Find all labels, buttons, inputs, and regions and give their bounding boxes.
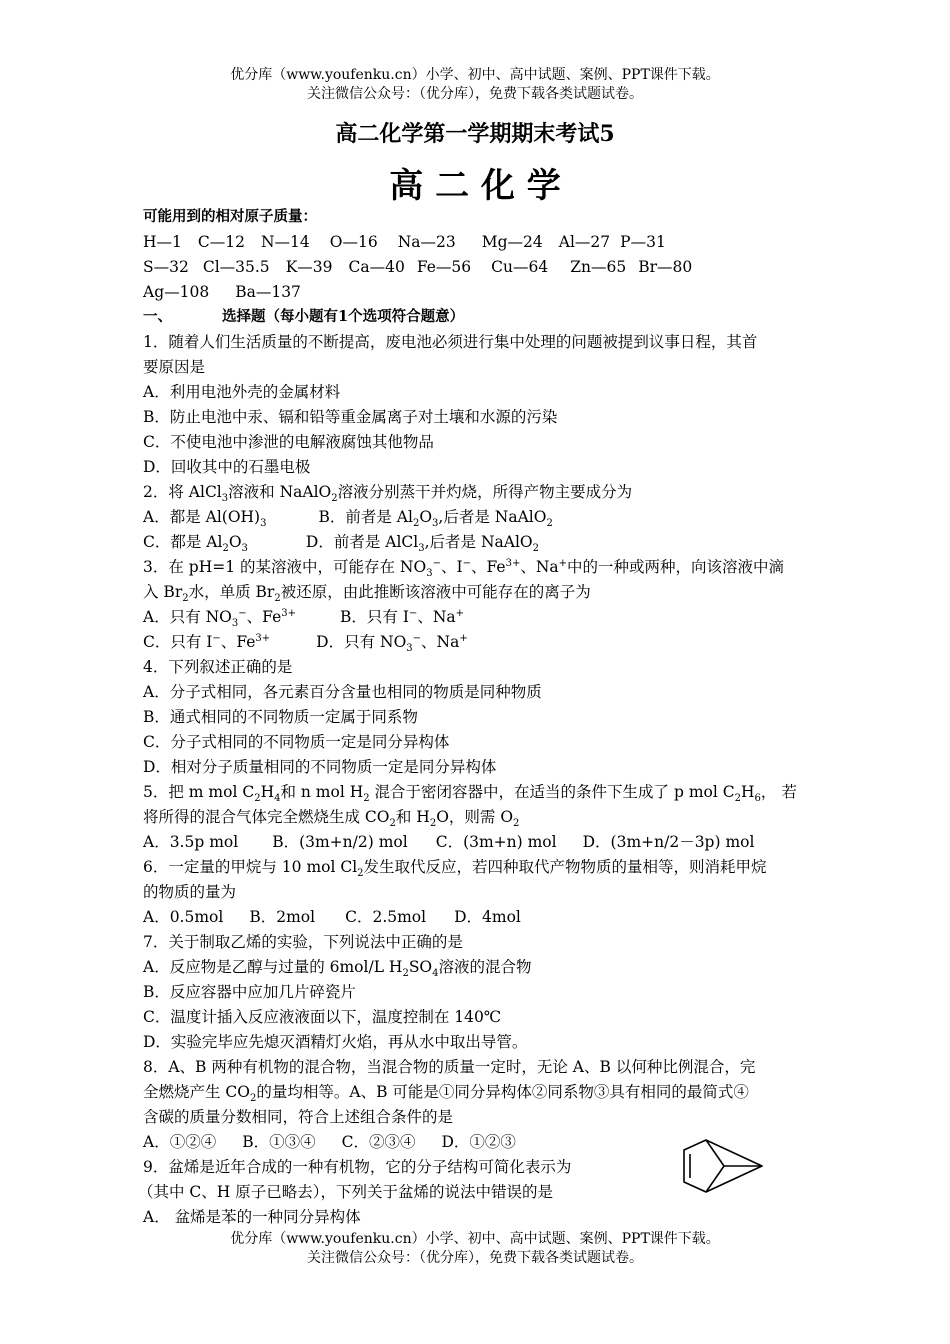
footer-line-1: 优分库（www.youfenku.cn）小学、初中、高中试题、案例、PPT课件下载。 (230, 1231, 720, 1247)
mass-ca: Ca—40 (348, 258, 405, 276)
q8-stem-line-1: 8．A、B 两种有机物的混合物，当混合物的质量一定时，无论 A、B 以何种比例混合，完 (143, 1058, 756, 1076)
q4-option-d: D．相对分子质量相同的不同物质一定是同分异构体 (143, 758, 497, 776)
q2-option-b: B．前者是 $Al_2O_3$,后者是 NaAlO$_2$ (318, 508, 553, 530)
mass-h: H—1 (143, 233, 182, 251)
q7-option-b: B．反应容器中应加几片碎瓷片 (143, 983, 356, 1001)
atomic-mass-row-3 (143, 282, 811, 302)
atomic-mass-row-2 (143, 257, 811, 277)
header-line-1: 优分库（www.youfenku.cn）小学、初中、高中试题、案例、PPT课件下载。 (230, 67, 720, 83)
header-line-2: 关注微信公众号：（优分库），免费下载各类试题试卷。 (307, 86, 643, 102)
q4-option-b: B．通式相同的不同物质一定属于同系物 (143, 708, 418, 726)
q3-stem-line-2: 入 $Br_2$水，单质 $Br_2$被还原，由此推断该溶液中可能存在的离子为 (143, 583, 591, 605)
q9-stem-line-1: 9．盆烯是近年合成的一种有机物，它的分子结构可简化表示为 (143, 1158, 572, 1176)
q2-option-d: D．前者是 AlCl$_3$,后者是 NaAlO$_2$ (305, 533, 540, 555)
benzvalene-structure-figure (676, 1136, 766, 1198)
atomic-mass-row-1 (143, 232, 811, 252)
q6-options (143, 907, 811, 927)
exam-title: 高二化学第一学期期末考试5 (335, 121, 615, 147)
mass-br: Br—80 (638, 258, 693, 276)
footer-line-2: 关注微信公众号：（优分库），免费下载各类试题试卷。 (307, 1250, 643, 1266)
mass-fe: Fe—56 (416, 258, 472, 276)
q1-stem-line-1: 1．随着人们生活质量的不断提高，废电池必须进行集中处理的问题被提到议事日程，其首 (143, 333, 758, 351)
mass-s: S—32 (143, 258, 189, 276)
q8-stem-line-2: 全燃烧产生 $CO_2$的量均相等。A、B 可能是①同分异构体②同系物③具有相同的最简式④ (143, 1083, 749, 1105)
q8-option-d: D．①②③ (441, 1133, 516, 1151)
q4-option-a: A．分子式相同，各元素百分含量也相同的物质是同种物质 (143, 683, 542, 701)
q9-option-a: A． 盆烯是苯的一种同分异构体 (143, 1208, 361, 1226)
q1-option-d: D．回收其中的石墨电极 (143, 458, 311, 476)
q5-option-b: B．(3m+n/2) mol (272, 833, 408, 851)
q5-option-d: D．(3m+n/2－3p) mol (582, 833, 755, 851)
q6-option-c: C．2.5mol (345, 908, 427, 926)
q2-options-cd (143, 532, 811, 555)
q1-option-b: B．防止电池中汞、镉和铅等重金属离子对土壤和水源的污染 (143, 408, 558, 426)
q3-option-d: D．只有 $NO_3^-$、Na+ (316, 632, 468, 655)
exam-subtitle: 高 二 化 学 (389, 166, 561, 206)
mass-cu: Cu—64 (491, 258, 549, 276)
section-heading (143, 307, 811, 327)
mass-na: Na—23 (397, 233, 456, 251)
atomic-mass-heading: 可能用到的相对原子质量： (143, 208, 317, 225)
q6-stem-line-1: 6．一定量的甲烷与 10 mol $Cl_2$发生取代反应，若四种取代产物物质的量相等，则消耗甲烷 (143, 858, 767, 880)
section-title: 选择题（每小题有1个选项符合题意） (222, 308, 465, 325)
q8-stem-line-3: 含碳的质量分数相同，符合上述组合条件的是 (143, 1108, 454, 1126)
mass-al: Al—27 (558, 233, 611, 251)
mass-cl: Cl—35.5 (202, 258, 270, 276)
q5-stem-line-1: 5．把 m mol $C_2H_4$和 n mol $H_2$ 混合于密闭容器中，在适当的条件下生成了 p mol $C_2H_6$， 若 (143, 783, 797, 805)
mass-o: O—16 (329, 233, 378, 251)
q3-options-ab (143, 607, 811, 630)
q8-option-a: A．①②④ (143, 1133, 217, 1151)
q7-option-c: C．温度计插入反应液液面以下，温度控制在 140℃ (143, 1008, 502, 1026)
mass-zn: Zn—65 (570, 258, 627, 276)
q5-option-a: A．3.5p mol (143, 833, 239, 851)
q1-stem-line-2: 要原因是 (143, 358, 206, 376)
q1-option-a: A．利用电池外壳的金属材料 (143, 383, 341, 401)
q1-option-c: C．不使电池中渗泄的电解液腐蚀其他物品 (143, 433, 434, 451)
q6-option-a: A．0.5mol (143, 908, 224, 926)
q3-option-c: C．只有 I−、$Fe^{3+}$ (143, 632, 271, 651)
q7-stem: 7．关于制取乙烯的实验，下列说法中正确的是 (143, 933, 463, 951)
q6-option-b: B．2mol (249, 908, 316, 926)
q5-stem-line-2: 将所得的混合气体完全燃烧生成 $CO_2$和 $H_2O$，则需 $O_2$ (143, 808, 520, 830)
q5-option-c: C．(3m+n) mol (435, 833, 557, 851)
mass-mg: Mg—24 (481, 233, 543, 251)
q3-option-b: B．只有 I−、Na+ (340, 607, 465, 626)
section-number: 一、 (143, 308, 172, 325)
q5-options (143, 832, 811, 852)
mass-c: C—12 (197, 233, 245, 251)
q2-option-c: C．都是 $Al_2O_3$ (143, 533, 248, 555)
mass-n: N—14 (260, 233, 310, 251)
mass-p: P—31 (620, 233, 666, 251)
q2-option-a: A．都是 $Al(OH)_3$ (143, 508, 267, 530)
q3-options-cd (143, 632, 811, 655)
q8-option-b: B．①③④ (242, 1133, 316, 1151)
q7-option-a: A．反应物是乙醇与过量的 6mol/L $H_2SO_4$溶液的混合物 (143, 958, 532, 980)
q3-stem-line-1: 3．在 pH=1 的某溶液中，可能存在 $NO_3^-$、I−、$Fe^{3+}$、Na+中的一种或两种，向该溶液中滴 (143, 557, 785, 580)
q2-options-ab (143, 507, 811, 530)
q3-option-a: A．只有 $NO_3^-$、$Fe^{3+}$ (143, 607, 296, 630)
q9-stem-line-2: （其中 C、H 原子已略去），下列关于盆烯的说法中错误的是 (138, 1183, 553, 1201)
q6-stem-line-2: 的物质的量为 (143, 883, 237, 901)
mass-k: K—39 (285, 258, 333, 276)
mass-ba: Ba—137 (235, 283, 301, 301)
q6-option-d: D．4mol (454, 908, 521, 926)
q7-option-d: D．实验完毕应先熄灭酒精灯火焰，再从水中取出导管。 (143, 1033, 528, 1051)
mass-ag: Ag—108 (143, 283, 210, 301)
q2-stem: 2．将 AlCl$_3$溶液和 NaAlO$_2$溶液分别蒸干并灼烧，所得产物主要成分为 (143, 483, 633, 505)
q8-option-c: C．②③④ (341, 1133, 416, 1151)
q4-option-c: C．分子式相同的不同物质一定是同分异构体 (143, 733, 450, 751)
q4-stem: 4．下列叙述正确的是 (143, 658, 293, 676)
